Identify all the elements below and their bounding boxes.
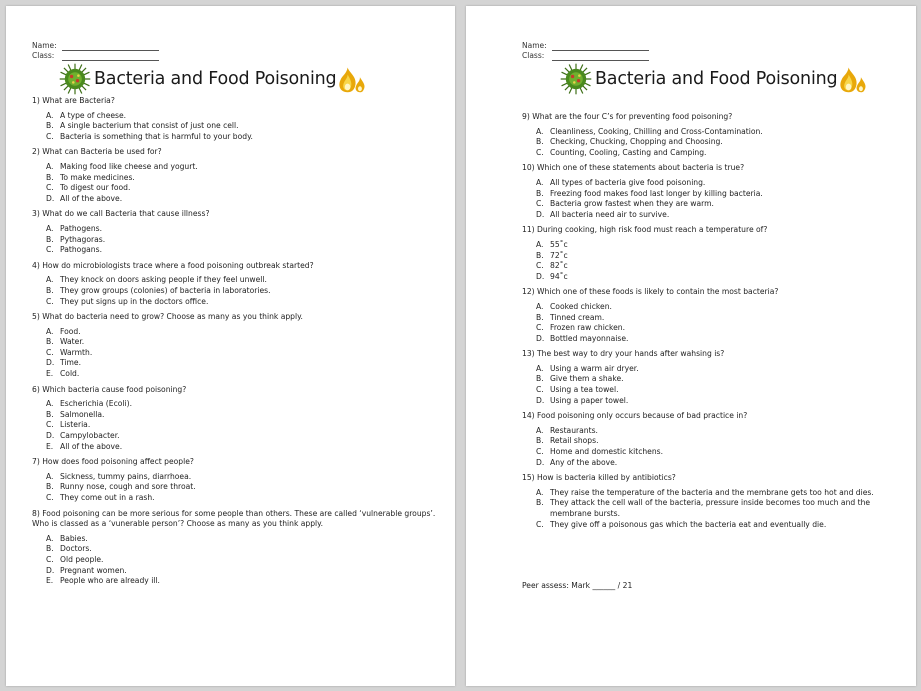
option-text: Old people.	[60, 554, 104, 564]
answer-option[interactable]	[32, 442, 438, 453]
answer-options	[32, 399, 438, 452]
option-letter: A.	[536, 239, 544, 249]
option-letter: B.	[536, 374, 544, 384]
question-list-right	[522, 112, 878, 535]
question-item	[32, 147, 438, 204]
option-letter: D.	[536, 395, 545, 405]
answer-option[interactable]	[522, 178, 878, 189]
question-item	[32, 509, 438, 587]
answer-option[interactable]	[32, 297, 438, 308]
option-text: Sickness, tummy pains, diarrhoea.	[60, 471, 192, 481]
option-text: Checking, Chucking, Chopping and Choosing.	[550, 137, 723, 147]
question-item	[522, 225, 878, 282]
option-letter: B.	[46, 337, 54, 347]
question-text: 1) What are Bacteria?	[32, 96, 115, 105]
option-letter: E.	[46, 576, 54, 586]
answer-option[interactable]	[32, 399, 438, 410]
option-text: They knock on doors asking people if they feel unwell.	[60, 275, 267, 285]
option-text: Pythagoras.	[60, 234, 106, 244]
option-text: All bacteria need air to survive.	[550, 209, 670, 219]
option-text: 55˚c	[550, 239, 568, 249]
question-item	[32, 261, 438, 307]
option-text: Retail shops.	[550, 436, 599, 446]
student-fields	[522, 41, 649, 61]
answer-option[interactable]	[32, 410, 438, 421]
class-line[interactable]	[62, 52, 159, 61]
option-text: Tinned cream.	[550, 312, 605, 322]
answer-option[interactable]	[522, 137, 878, 148]
option-letter: B.	[536, 436, 544, 446]
option-text: Counting, Cooling, Casting and Camping.	[550, 147, 707, 157]
answer-options	[32, 162, 438, 204]
option-text: Using a paper towel.	[550, 395, 629, 405]
option-letter: A.	[46, 533, 54, 543]
answer-options	[522, 178, 878, 220]
option-text: Escherichia (Ecoli).	[60, 399, 132, 409]
answer-options	[32, 534, 438, 587]
answer-option[interactable]	[32, 224, 438, 235]
answer-option[interactable]	[32, 431, 438, 442]
answer-option[interactable]	[522, 396, 878, 407]
answer-option[interactable]	[32, 576, 438, 587]
option-text: 72˚c	[550, 250, 568, 260]
answer-option[interactable]	[522, 520, 878, 531]
name-line[interactable]	[552, 42, 649, 51]
option-letter: E.	[46, 369, 54, 379]
answer-option[interactable]	[32, 493, 438, 504]
option-letter: D.	[536, 209, 545, 219]
option-letter: C.	[536, 385, 544, 395]
answer-option[interactable]	[32, 132, 438, 143]
question-item	[522, 287, 878, 344]
option-letter: B.	[46, 234, 54, 244]
option-letter: C.	[536, 447, 544, 457]
option-letter: A.	[46, 161, 54, 171]
question-text: 3) What do we call Bacteria that cause illness?	[32, 209, 210, 219]
answer-options	[522, 240, 878, 282]
option-text: To digest our food.	[60, 183, 131, 193]
title-row	[559, 62, 868, 96]
name-line[interactable]	[62, 42, 159, 51]
option-letter: A.	[536, 363, 544, 373]
option-text: Cleanliness, Cooking, Chilling and Cross-Contamination.	[550, 126, 763, 136]
option-text: Babies.	[60, 533, 88, 543]
answer-option[interactable]	[32, 544, 438, 555]
option-letter: C.	[46, 493, 54, 502]
option-letter: C.	[46, 131, 54, 141]
answer-option[interactable]	[32, 194, 438, 205]
answer-option[interactable]	[32, 183, 438, 194]
answer-option[interactable]	[32, 275, 438, 286]
worksheet-page-left	[6, 6, 455, 686]
option-text: They raise the temperature of the bacteria and the membrane gets too hot and dies.	[550, 487, 874, 497]
class-field-row	[522, 51, 649, 61]
option-text: All types of bacteria give food poisoning.	[550, 177, 706, 187]
option-text: To make medicines.	[60, 172, 135, 182]
answer-option[interactable]	[32, 369, 438, 380]
answer-options	[522, 364, 878, 406]
answer-option[interactable]	[32, 555, 438, 566]
answer-option[interactable]	[522, 374, 878, 385]
option-text: Runny nose, cough and sore throat.	[60, 482, 196, 492]
peer-assess-area	[522, 581, 878, 592]
option-text: Pathogans.	[60, 245, 102, 255]
question-item	[32, 312, 438, 380]
option-letter: E.	[46, 441, 54, 451]
option-text: They grow groups (colonies) of bacteria in laboratories.	[60, 285, 271, 295]
option-text: Warmth.	[60, 347, 93, 357]
answer-options	[32, 224, 438, 256]
answer-option[interactable]	[32, 534, 438, 545]
question-text: 8) Food poisoning can be more serious for some people than others. These are called ‘vulnerable groups’. Who is classed as a ‘vunerable person’? Choose as many as you think apply.	[32, 508, 436, 529]
option-text: They come out in a rash.	[60, 493, 155, 502]
option-text: Cooked chicken.	[550, 301, 612, 311]
answer-option[interactable]	[522, 334, 878, 345]
answer-option[interactable]	[32, 327, 438, 338]
answer-option[interactable]	[522, 199, 878, 210]
option-letter: D.	[46, 358, 55, 368]
answer-option[interactable]	[32, 566, 438, 577]
option-text: Food.	[60, 326, 81, 336]
answer-option[interactable]	[522, 385, 878, 396]
option-text: Salmonella.	[60, 409, 105, 419]
option-letter: D.	[536, 457, 545, 467]
option-letter: B.	[536, 188, 544, 198]
answer-option[interactable]	[522, 313, 878, 324]
option-text: Using a tea towel.	[550, 385, 619, 395]
answer-option[interactable]	[522, 272, 878, 283]
option-letter: A.	[46, 471, 54, 481]
worksheet-page-right	[466, 6, 916, 686]
option-letter: C.	[46, 296, 54, 306]
question-list-left	[32, 96, 438, 592]
question-text: 5) What do bacteria need to grow? Choose as many as you think apply.	[32, 312, 303, 322]
option-text: Pathogens.	[60, 223, 103, 233]
peer-assess-mark: Peer assess: Mark ______ / 21	[522, 581, 633, 590]
option-letter: A.	[536, 487, 544, 497]
answer-option[interactable]	[522, 251, 878, 262]
answer-options	[32, 472, 438, 504]
option-letter: B.	[46, 285, 54, 295]
answer-option[interactable]	[522, 426, 878, 437]
option-text: 94˚c	[550, 271, 568, 281]
question-text: 6) Which bacteria cause food poisoning?	[32, 384, 187, 394]
option-letter: B.	[46, 482, 54, 492]
answer-option[interactable]	[32, 358, 438, 369]
option-letter: B.	[536, 498, 544, 508]
answer-option[interactable]	[522, 148, 878, 159]
class-field-row	[32, 51, 159, 61]
option-letter: A.	[536, 425, 544, 435]
answer-option[interactable]	[522, 210, 878, 221]
class-label: Class:	[32, 51, 55, 60]
answer-option[interactable]	[522, 323, 878, 334]
option-letter: C.	[46, 347, 54, 357]
answer-option[interactable]	[32, 482, 438, 493]
option-text: Campylobacter.	[60, 431, 120, 441]
answer-option[interactable]	[522, 302, 878, 313]
option-letter: A.	[536, 301, 544, 311]
option-letter: B.	[536, 250, 544, 260]
answer-option[interactable]	[32, 472, 438, 483]
question-item	[522, 349, 878, 406]
option-text: Listeria.	[60, 420, 91, 430]
option-letter: C.	[536, 261, 544, 271]
fire-icon	[337, 64, 367, 94]
answer-option[interactable]	[522, 498, 878, 519]
answer-option[interactable]	[522, 240, 878, 251]
question-item	[522, 411, 878, 468]
answer-options	[522, 488, 878, 530]
question-text: 15) How is bacteria killed by antibiotics?	[522, 473, 676, 483]
question-item	[522, 112, 878, 158]
option-letter: A.	[536, 177, 544, 187]
option-text: Bottled mayonnaise.	[550, 333, 629, 343]
option-letter: D.	[46, 193, 55, 203]
option-letter: C.	[536, 147, 544, 157]
question-text: 2) What can Bacteria be used for?	[32, 147, 162, 157]
option-letter: B.	[46, 172, 54, 182]
option-text: Bacteria grow fastest when they are warm.	[550, 199, 714, 209]
answer-options	[32, 327, 438, 380]
answer-option[interactable]	[32, 420, 438, 431]
question-text: 10) Which one of these statements about bacteria is true?	[522, 163, 745, 173]
question-item	[522, 163, 878, 220]
option-text: All of the above.	[60, 193, 123, 203]
answer-option[interactable]	[32, 348, 438, 359]
option-text: Pregnant women.	[60, 565, 127, 575]
answer-options	[32, 275, 438, 307]
question-text: 9) What are the four C’s for preventing food poisoning?	[522, 112, 733, 121]
class-line[interactable]	[552, 52, 649, 61]
option-text: Bacteria is something that is harmful to your body.	[60, 131, 253, 141]
answer-option[interactable]	[522, 127, 878, 138]
option-letter: D.	[536, 333, 545, 343]
answer-option[interactable]	[32, 121, 438, 132]
question-item	[32, 96, 438, 142]
class-label: Class:	[522, 51, 545, 60]
name-field-row	[32, 41, 159, 51]
option-text: Any of the above.	[550, 457, 618, 467]
option-text: Freezing food makes food last longer by killing bacteria.	[550, 188, 763, 198]
page-title: Bacteria and Food Poisoning	[94, 69, 337, 89]
option-text: Restaurants.	[550, 425, 598, 435]
option-letter: D.	[46, 431, 55, 441]
option-letter: B.	[536, 137, 544, 147]
title-row	[58, 62, 367, 96]
answer-option[interactable]	[32, 111, 438, 122]
option-letter: B.	[536, 312, 544, 322]
question-text: 13) The best way to dry your hands after wahsing is?	[522, 349, 725, 359]
question-text: 12) Which one of these foods is likely to contain the most bacteria?	[522, 287, 779, 297]
option-text: Cold.	[60, 369, 80, 379]
option-text: Give them a shake.	[550, 374, 624, 384]
option-letter: B.	[46, 409, 54, 419]
question-item	[522, 473, 878, 530]
option-letter: B.	[46, 544, 54, 554]
option-letter: A.	[46, 275, 54, 285]
option-letter: A.	[46, 326, 54, 336]
page-title: Bacteria and Food Poisoning	[595, 69, 838, 89]
option-letter: D.	[536, 271, 545, 281]
bacterium-icon	[559, 62, 593, 96]
option-text: Water.	[60, 337, 85, 347]
option-text: Frozen raw chicken.	[550, 323, 625, 333]
answer-options	[32, 111, 438, 143]
question-item	[32, 457, 438, 503]
option-letter: D.	[46, 565, 55, 575]
answer-option[interactable]	[32, 235, 438, 246]
question-text: 14) Food poisoning only occurs because of bad practice in?	[522, 411, 748, 421]
option-letter: C.	[536, 323, 544, 333]
bacterium-icon	[58, 62, 92, 96]
answer-options	[522, 426, 878, 468]
option-text: They attack the cell wall of the bacteria, pressure inside becomes too much and the membrane bursts.	[550, 498, 871, 518]
option-letter: B.	[46, 121, 54, 131]
answer-option[interactable]	[32, 173, 438, 184]
option-letter: A.	[46, 110, 54, 120]
answer-option[interactable]	[522, 436, 878, 447]
name-label: Name:	[522, 41, 547, 50]
answer-options	[522, 302, 878, 344]
answer-option[interactable]	[522, 458, 878, 469]
student-fields	[32, 41, 159, 61]
answer-options	[522, 127, 878, 159]
option-letter: C.	[46, 554, 54, 564]
question-text: 11) During cooking, high risk food must reach a temperature of?	[522, 225, 768, 235]
option-text: They give off a poisonous gas which the bacteria eat and eventually die.	[550, 519, 827, 529]
option-letter: C.	[536, 519, 544, 529]
option-text: All of the above.	[60, 441, 123, 451]
option-letter: C.	[46, 245, 54, 255]
option-letter: C.	[46, 183, 54, 193]
answer-option[interactable]	[522, 364, 878, 375]
answer-option[interactable]	[32, 245, 438, 256]
answer-option[interactable]	[522, 189, 878, 200]
question-text: 4) How do microbiologists trace where a food poisoning outbreak started?	[32, 260, 314, 270]
option-text: Using a warm air dryer.	[550, 363, 639, 373]
answer-option[interactable]	[32, 162, 438, 173]
name-label: Name:	[32, 41, 57, 50]
option-letter: A.	[46, 223, 54, 233]
option-letter: C.	[46, 420, 54, 430]
option-text: Time.	[60, 358, 81, 368]
option-letter: A.	[536, 126, 544, 136]
name-field-row	[522, 41, 649, 51]
option-letter: C.	[536, 199, 544, 209]
option-text: They put signs up in the doctors office.	[60, 296, 209, 306]
answer-option[interactable]	[522, 447, 878, 458]
option-text: 82˚c	[550, 261, 568, 271]
option-text: People who are already ill.	[60, 576, 160, 586]
fire-icon	[838, 64, 868, 94]
option-letter: A.	[46, 399, 54, 409]
answer-option[interactable]	[32, 286, 438, 297]
answer-option[interactable]	[522, 261, 878, 272]
option-text: A single bacterium that consist of just one cell.	[60, 121, 239, 131]
option-text: Doctors.	[60, 544, 92, 554]
question-item	[32, 385, 438, 453]
answer-option[interactable]	[32, 337, 438, 348]
option-text: Making food like cheese and yogurt.	[60, 161, 198, 171]
option-text: A type of cheese.	[60, 110, 127, 120]
question-item	[32, 209, 438, 255]
question-text: 7) How does food poisoning affect people?	[32, 457, 194, 467]
option-text: Home and domestic kitchens.	[550, 447, 664, 457]
answer-option[interactable]	[522, 488, 878, 499]
